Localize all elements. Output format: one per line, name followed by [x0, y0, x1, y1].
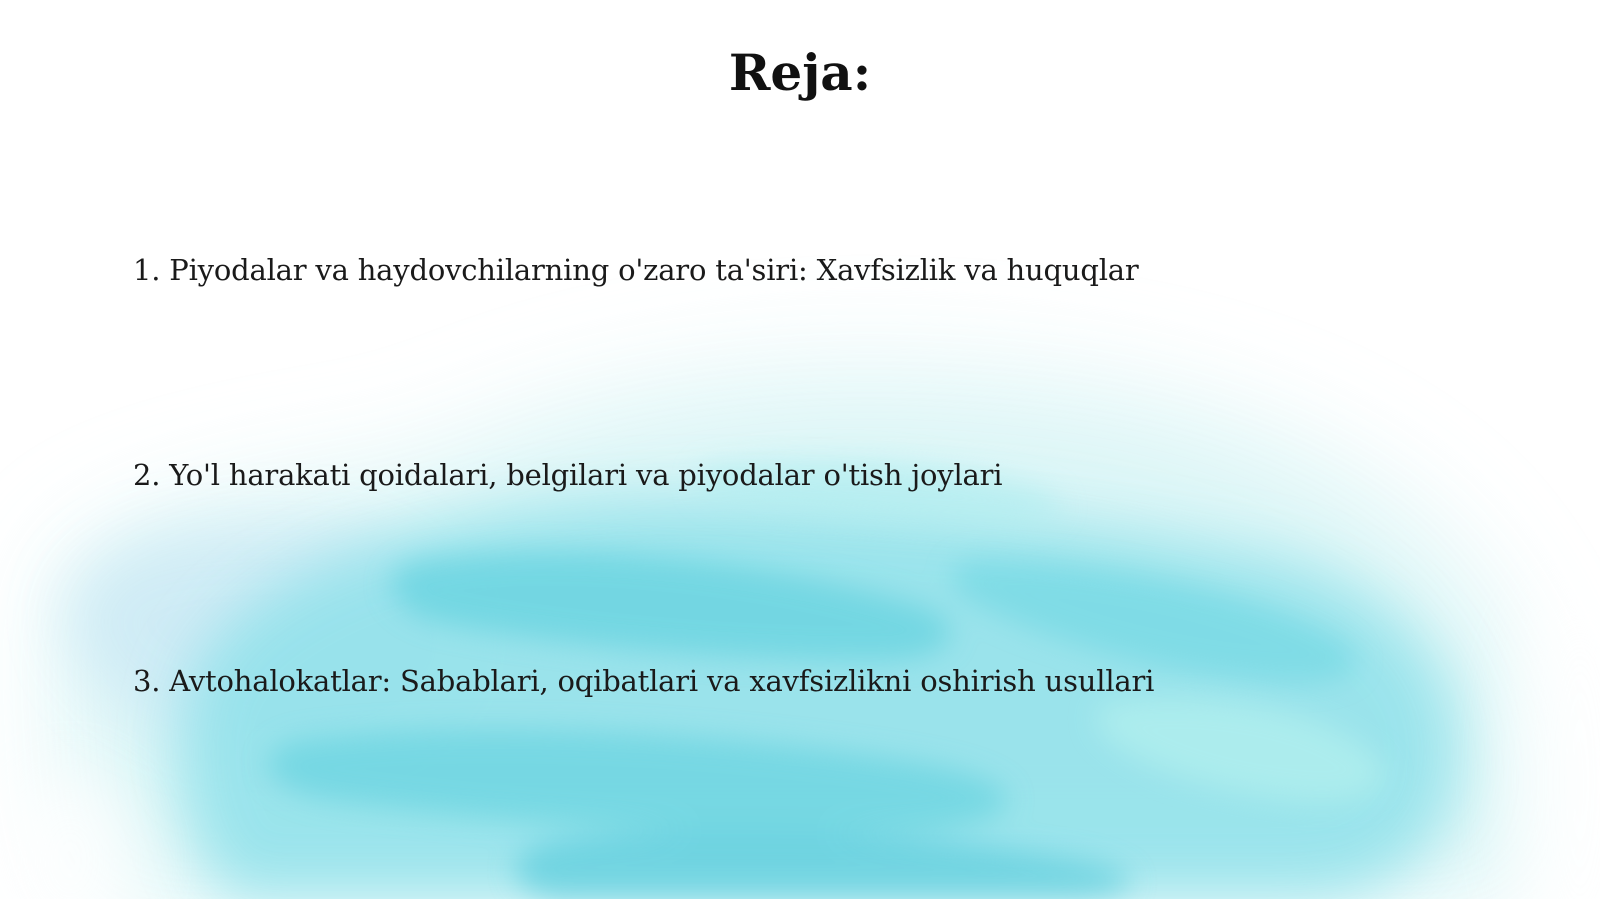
plan-item-3: 3. Avtohalokatlar: Sabablari, oqibatlari va xavfsizlikni oshirish usullari — [133, 664, 1155, 698]
slide-title: Reja: — [728, 43, 872, 102]
plan-item-1: 1. Piyodalar va haydovchilarning o'zaro ta'siri: Xavfsizlik va huquqlar — [133, 253, 1139, 287]
plan-item-2: 2. Yo'l harakati qoidalari, belgilari va piyodalar o'tish joylari — [133, 458, 1003, 492]
